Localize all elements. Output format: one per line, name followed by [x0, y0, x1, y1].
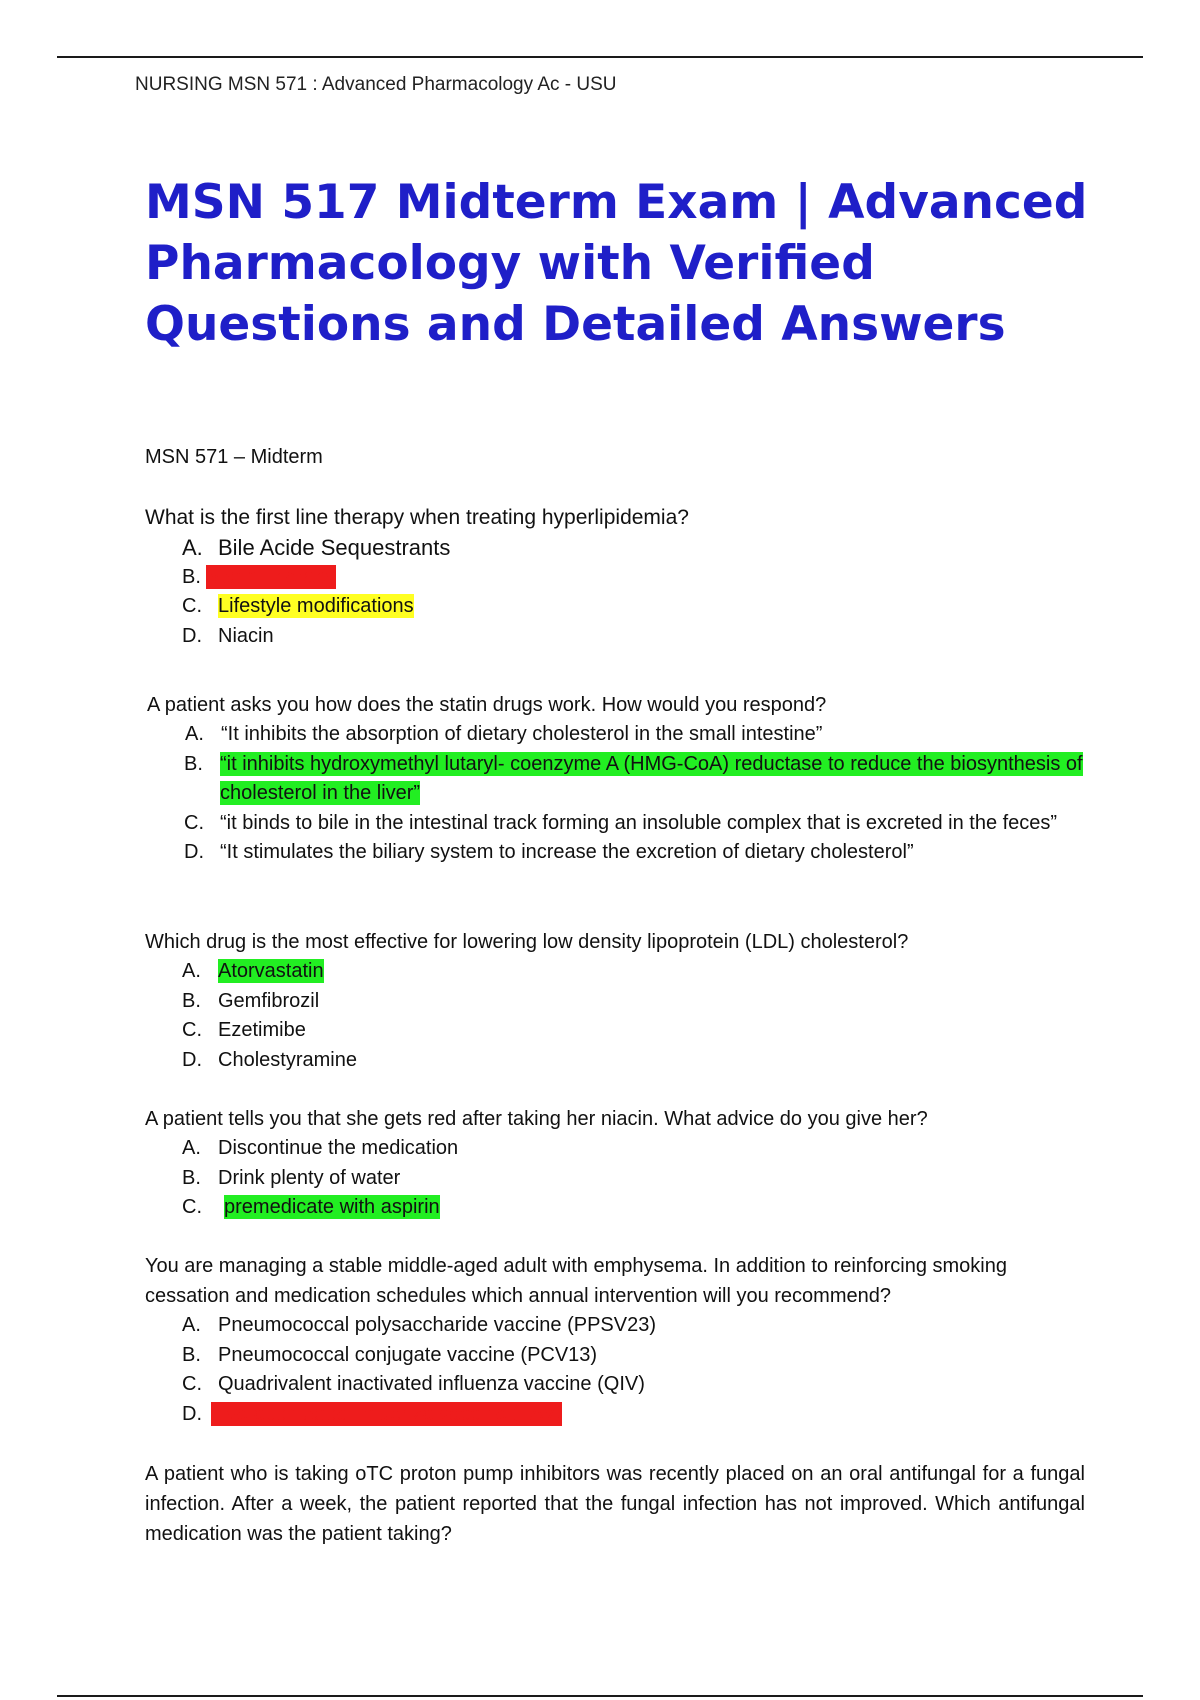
- answer-option: [145, 1311, 1090, 1341]
- answer-option: [147, 809, 1092, 839]
- answer-option: [145, 1370, 1090, 1400]
- question-6: [145, 1459, 1085, 1549]
- option-text: “It inhibits the absorption of dietary cholesterol in the small intestine”: [221, 723, 823, 745]
- option-letter: A.: [185, 723, 204, 745]
- question-3: [145, 927, 1090, 1075]
- option-letter: B.: [182, 1343, 201, 1366]
- question-stem: What is the first line therapy when treating hyperlipidemia?: [145, 506, 689, 529]
- answer-option: [145, 1134, 1090, 1164]
- answer-options: [145, 533, 1090, 651]
- option-text: Bile Acide Sequestrants: [218, 535, 451, 560]
- option-letter: A.: [182, 1314, 201, 1336]
- option-text: Niacin: [218, 624, 274, 647]
- option-letter: D.: [184, 841, 204, 863]
- option-text: Pneumococcal polysaccharide vaccine (PPSV23): [218, 1314, 656, 1336]
- top-rule: [57, 56, 1143, 58]
- question-stem: Which drug is the most effective for lowering low density lipoprotein (LDL) cholesterol?: [145, 931, 909, 953]
- option-text-highlighted-green: Atorvastatin: [218, 960, 324, 982]
- option-text: Drink plenty of water: [218, 1166, 401, 1189]
- option-letter: C.: [184, 811, 204, 834]
- option-letter: B.: [182, 989, 201, 1012]
- answer-options: [147, 720, 1092, 868]
- answer-options: [145, 1134, 1090, 1223]
- answer-option: [147, 838, 1092, 868]
- question-stem: You are managing a stable middle-aged adult with emphysema. In addition to reinforcing smoking cessation and medication schedules which annual intervention will you recommend?: [145, 1255, 1007, 1307]
- option-letter: A.: [182, 1137, 201, 1159]
- option-letter: A.: [182, 960, 201, 982]
- answer-option: [145, 1341, 1090, 1371]
- option-text-highlighted-green: “it inhibits hydroxymethyl lutaryl- coenzyme A (HMG-CoA) reductase to reduce the biosynthesis of cholesterol in the liver”: [220, 752, 1083, 804]
- question-1: [145, 503, 1090, 651]
- question-stem: A patient who is taking oTC proton pump inhibitors was recently placed on an oral antifungal for a fungal infection. After a week, the patient reported that the fungal infection has not improved. Which antifungal medication was the patient taking?: [145, 1463, 1085, 1545]
- option-letter: A.: [182, 535, 203, 560]
- running-header: NURSING MSN 571 : Advanced Pharmacology Ac - USU: [135, 74, 617, 95]
- option-text: Pneumococcal conjugate vaccine (PCV13): [218, 1343, 598, 1366]
- answer-option: [145, 1016, 1090, 1046]
- answer-option: [145, 622, 1090, 652]
- option-text: Ezetimibe: [218, 1019, 306, 1041]
- option-text: “It stimulates the biliary system to increase the excretion of dietary cholesterol”: [220, 841, 914, 863]
- option-text-highlighted-red: Live attenuated influenza vaccine (LAV): [211, 1402, 562, 1425]
- option-letter: D.: [182, 1402, 202, 1425]
- answer-option: [145, 533, 1090, 563]
- answer-option: [145, 1164, 1090, 1194]
- option-letter: C.: [182, 1019, 202, 1041]
- option-text-highlighted-green: premedicate with aspirin: [224, 1196, 440, 1218]
- answer-option: [145, 1193, 1090, 1223]
- option-letter: B.: [182, 1166, 201, 1189]
- answer-option: [145, 1046, 1090, 1076]
- option-text: Discontinue the medication: [218, 1137, 459, 1159]
- question-5: [145, 1251, 1090, 1429]
- answer-option: [145, 987, 1090, 1017]
- option-letter: C.: [182, 1196, 202, 1218]
- answer-option: [145, 563, 1090, 593]
- option-letter: D.: [182, 624, 202, 647]
- question-stem: A patient tells you that she gets red after taking her niacin. What advice do you give her?: [145, 1108, 928, 1130]
- option-letter: C.: [182, 595, 202, 617]
- question-4: [145, 1104, 1090, 1223]
- option-text: Gemfibrozil: [218, 989, 320, 1012]
- question-2: [147, 690, 1092, 868]
- option-text: “it binds to bile in the intestinal track forming an insoluble complex that is excreted in the feces”: [220, 811, 1058, 834]
- option-text-highlighted-yellow: Lifestyle modifications: [218, 595, 414, 617]
- option-text-highlighted-red: Statin Therapy: [206, 565, 336, 588]
- answer-option: [147, 750, 1092, 809]
- document-title: MSN 517 Midterm Exam | Advanced Pharmacology with Verified Questions and Detailed Answers: [145, 175, 1088, 352]
- answer-option: [145, 1400, 1090, 1430]
- option-letter: D.: [182, 1048, 202, 1071]
- answer-options: [145, 1311, 1090, 1429]
- section-label: MSN 571 – Midterm: [145, 446, 323, 468]
- option-letter: B.: [182, 565, 201, 588]
- option-text: Cholestyramine: [218, 1048, 357, 1071]
- bottom-rule: [57, 1695, 1143, 1697]
- answer-options: [145, 957, 1090, 1075]
- answer-option: [145, 957, 1090, 987]
- option-letter: C.: [182, 1373, 202, 1395]
- option-text: Quadrivalent inactivated influenza vaccine (QIV): [218, 1373, 645, 1395]
- answer-option: [145, 592, 1090, 622]
- question-stem: A patient asks you how does the statin drugs work. How would you respond?: [147, 694, 827, 716]
- option-letter: B.: [184, 752, 203, 775]
- answer-option: [147, 720, 1092, 750]
